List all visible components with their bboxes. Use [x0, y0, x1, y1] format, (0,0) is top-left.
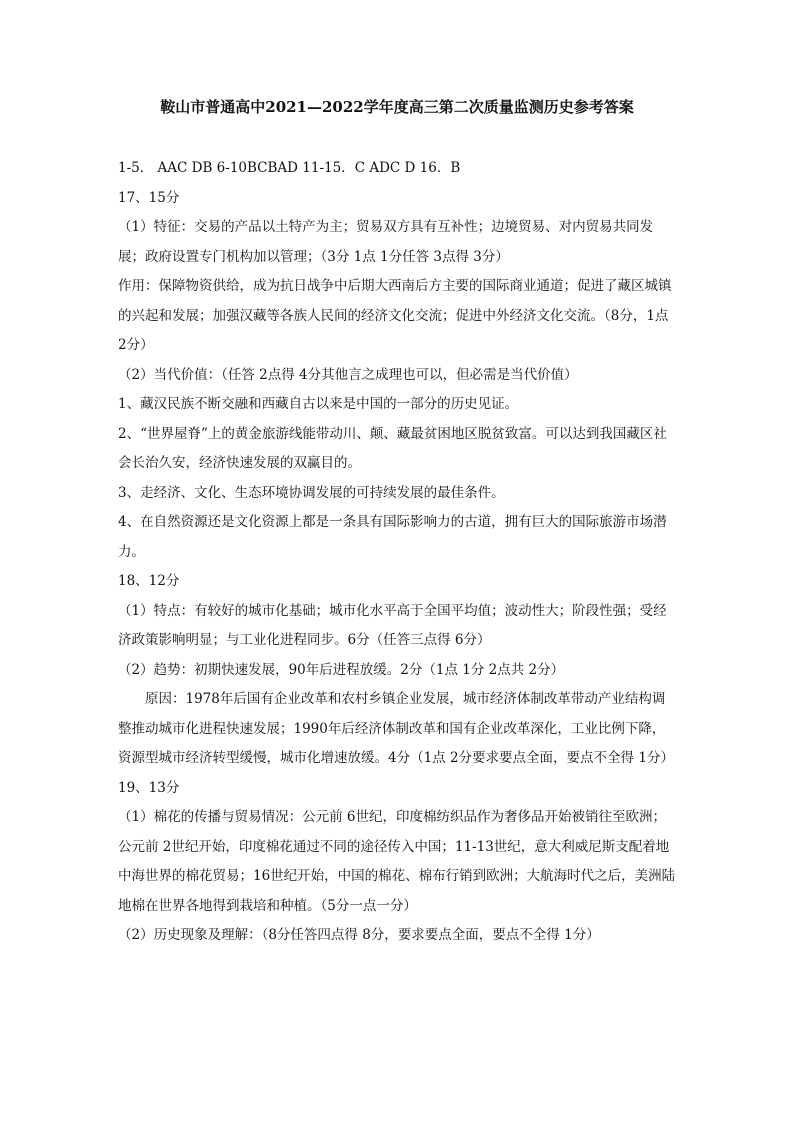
paragraph-choice-answers: 1-5． AAC DB 6-10BCBAD 11-15．C ADC D 16．B: [118, 160, 461, 176]
paragraph-q17-value-3: 3、走经济、文化、生态环境协调发展的可持续发展的最佳条件。: [118, 484, 505, 501]
paragraph-q17-heading: 17、15分: [118, 189, 180, 206]
paragraph-q19-part1: （1）棉花的传播与贸易情况：公元前 6世纪，印度棉纺织品作为奢侈品开始被销往至欧洲；公元前 2世纪开始，印度棉花通过不同的途径传入中国；11-13世纪，意大利威尼斯支配着地中海世界的棉花贸易；16世纪开始，中国的棉花、棉布行销到欧洲；大航海时代之后，美洲陆地棉在世界各地得到栽培和种植。（5分一点一分）: [118, 809, 676, 914]
paragraph-q18-heading: 18、12分: [118, 573, 180, 589]
paragraph-q19-part2: （2）历史现象及理解：（8分任答四点得 8分，要求要点全面，要点不全得 1分）: [118, 927, 600, 943]
paragraph-q18-part2-reasons: 原因：1978年后国有企业改革和农村乡镇企业发展，城市经济体制改革带动产业结构调整推动城市化进程快速发展；1990年后经济体制改革和国有企业改革深化，工业比例下降，资源型城市经济转型缓慢，城市化增速放缓。4分（1点 2分要求要点全面，要点不全得 1分）: [118, 691, 674, 766]
paragraph-q17-value-4: 4、在自然资源还是文化资源上都是一条具有国际影响力的古道，拥有巨大的国际旅游市场潜力。: [118, 514, 667, 560]
document-title: 鞍山市普通高中2021—2022学年度高三第二次质量监测历史参考答案: [160, 98, 634, 116]
paragraph-q17-value-2: 2、“世界屋脊”上的黄金旅游线能带动川、颠、藏最贫困地区脱贫致富。可以达到我国藏区社会长治久安，经济快速发展的双赢目的。: [118, 425, 667, 471]
paragraph-q17-part1-effects: 作用：保障物资供给，成为抗日战争中后期大西南后方主要的国际商业通道；促进了藏区城镇的兴起和发展；加强汉藏等各族人民间的经济文化交流；促进中外经济文化交流。（8分，1点 2分）: [118, 278, 673, 353]
paragraph-q18-part2-trend: （2）趋势：初期快速发展，90年后进程放缓。2分（1点 1分 2点共 2分）: [118, 661, 565, 678]
answer-body: [118, 154, 678, 951]
paragraph-q18-part1: （1）特点：有较好的城市化基础；城市化水平高于全国平均值；波动性大；阶段性强；受经济政策影响明显；与工业化进程同步。6分（任答三点得 6分）: [118, 602, 667, 648]
paragraph-q17-value-1: 1、藏汉民族不断交融和西藏自古以来是中国的一部分的历史见证。: [118, 396, 519, 412]
paragraph-q19-heading: 19、13分: [118, 779, 180, 796]
paragraph-q17-part2-heading: （2）当代价值：（任答 2点得 4分其他言之成理也可以，但必需是当代价值）: [118, 366, 578, 383]
paragraph-q17-part1-features: （1）特征：交易的产品以土特产为主；贸易双方具有互补性；边境贸易、对内贸易共同发展；政府设置专门机构加以管理；（3分 1点 1分任答 3点得 3分）: [118, 219, 654, 265]
